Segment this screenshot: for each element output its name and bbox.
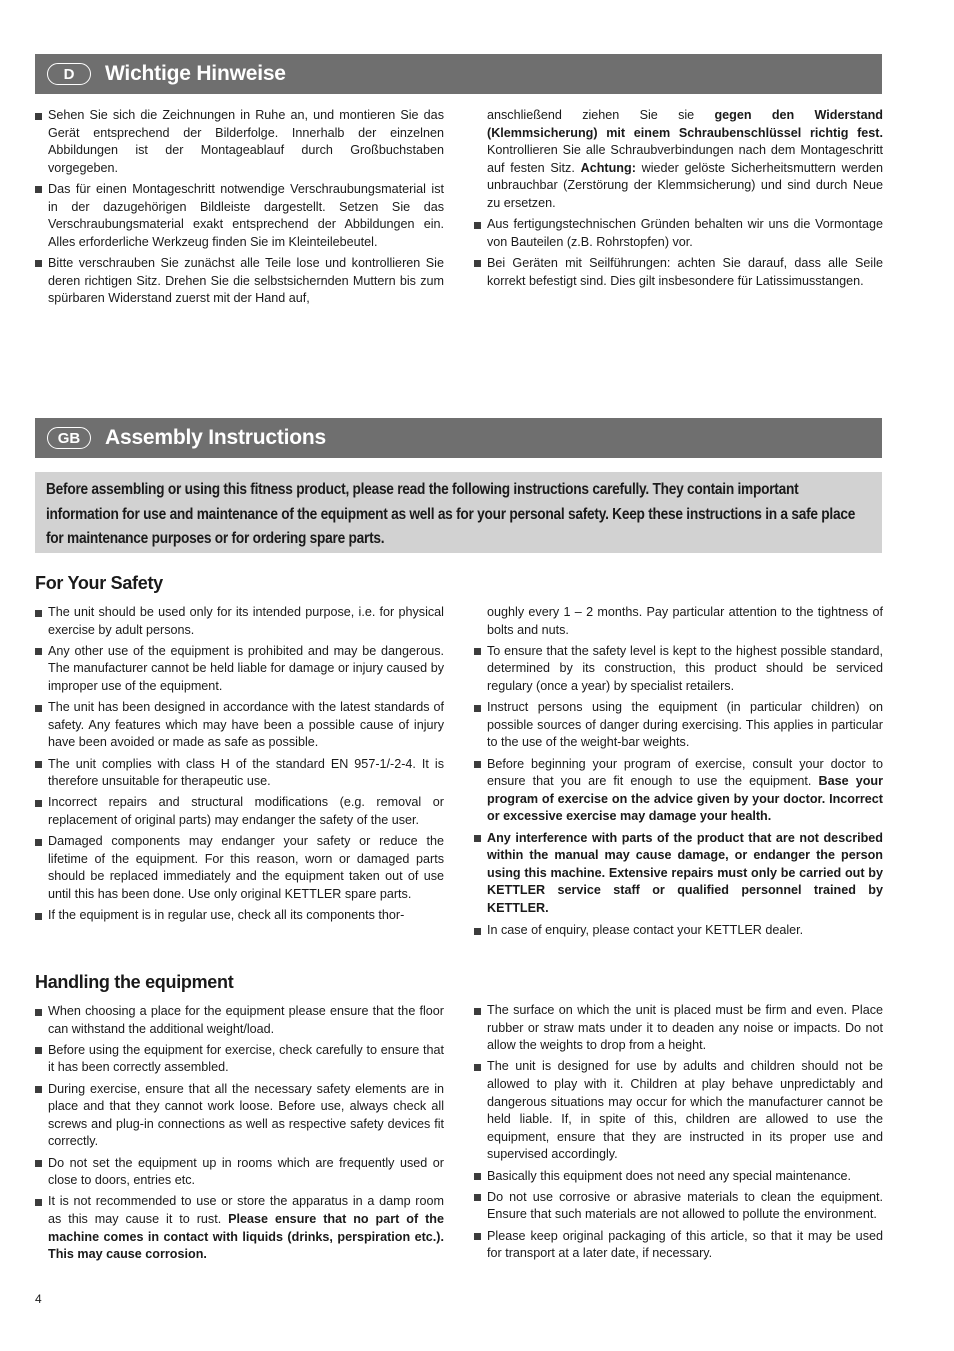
emphasis: gegen den Widerstand (Klemmsicherung) mit einem Schraubenschlüssel richtig fest.	[487, 108, 883, 140]
list-item-interference: Any interference with parts of the product that are not described within the manual may cause damage, or endanger the person using this machine. Extensive repairs must only be carried out by KETTLER service staff or qualified personnel trained by KETTLER.	[474, 830, 883, 918]
safety-heading: For Your Safety	[35, 573, 163, 593]
emphasis: Base your program of exercise on the advice given by your doctor. Incorrect or excessive exercise may damage your health.	[487, 774, 883, 824]
list-item: Instruct persons using the equipment (in particular children) on possible sources of danger during exercising. This applies in particular to the use of the weight-bar weights.	[474, 699, 883, 752]
list-item: Aus fertigungstechnischen Gründen behalten wir uns die Vormontage von Bauteilen (z.B. Rohrstopfen) vor.	[474, 216, 883, 251]
safety-right-column	[474, 604, 883, 944]
list-item: Das für einen Montageschritt notwendige Verschraubungsmaterial ist in der dazugehörigen Bildleiste dargestellt. Setzen Sie das Verschraubungsmaterial exakt entsprechend der Abbildungen ein. Alles erforderliche Werkzeug finden Sie im Kleinteilebeutel.	[35, 181, 444, 251]
list-item-continued: oughly every 1 – 2 months. Pay particular attention to the tightness of bolts and nuts.	[487, 605, 883, 637]
list-item: If the equipment is in regular use, check all its components thor-	[35, 907, 444, 925]
list-item: The unit complies with class H of the standard EN 957-1/-2-4. It is therefore unsuitable for therapeutic use.	[35, 756, 444, 791]
handling-left-column	[35, 1003, 444, 1267]
text: anschließend ziehen Sie sie	[487, 108, 715, 122]
language-badge-de: D	[47, 63, 91, 85]
german-right-column	[474, 107, 883, 294]
text: It is not recommended to use or store the apparatus in a damp room as this may cause it to rust.	[48, 1194, 444, 1226]
list-item: Basically this equipment does not need any special maintenance.	[474, 1168, 883, 1186]
list-item: Incorrect repairs and structural modifications (e.g. removal or replacement of original parts) may endanger the safety of the user.	[35, 794, 444, 829]
list-item: To ensure that the safety level is kept to the highest possible standard, determined by its construction, this product should be serviced regulary (once a year) by specialist retailers.	[474, 643, 883, 696]
list-item: Before using the equipment for exercise, check carefully to ensure that it has been correctly assembled.	[35, 1042, 444, 1077]
text: wieder gelöste Sicherheitsmuttern werden unbrauchbar (Zerstörung der Klemmsicherung) und sind durch Neue zu ersetzen.	[487, 160, 883, 210]
list-item: The surface on which the unit is placed must be firm and even. Place rubber or straw mats under it to deaden any noise or impacts. Do not allow the weights to drop from a height.	[474, 1002, 883, 1055]
german-left-column	[35, 107, 444, 311]
list-item: Do not use corrosive or abrasive materials to clean the equipment. Ensure that such materials are not allowed to pollute the environment.	[474, 1189, 883, 1224]
list-item: Sehen Sie sich die Zeichnungen in Ruhe an, und montieren Sie das Gerät entsprechend der Bilderfolge. Innerhalb der einzelnen Abbildungen ist der Montageablauf durch Großbuchstaben vorgegeben.	[35, 107, 444, 177]
emphasis: Please ensure that no part of the machine comes in contact with liquids (drinks, perspiration etc.). This may cause corrosion.	[48, 1211, 444, 1262]
list-item: When choosing a place for the equipment please ensure that the floor can withstand the additional weight/load.	[35, 1003, 444, 1038]
list-item: Damaged components may endanger your safety or reduce the lifetime of the equipment. For this reason, worn or damaged parts should be replaced immediately and the equipment taken out of use until this has been done. Use only original KETTLER spare parts.	[35, 833, 444, 903]
list-item: The unit is designed for use by adults and children should not be allowed to play with it. Children at play behave unpredictably and dangerous situations may occur for which the manufacturer cannot be held liable. If, in spite of this, children are allowed to use the equipment, ensure that they are instructed in its proper use and supervised accordingly.	[474, 1058, 883, 1164]
handling-right-column	[474, 1002, 883, 1266]
german-section-header	[35, 54, 882, 94]
list-item: During exercise, ensure that all the necessary safety elements are in place and that they cannot work loose. Before use, always check all screws and plug-in connections as well as respective safety devices fit correctly.	[35, 1081, 444, 1151]
intro-notice	[35, 472, 882, 553]
list-item: Please keep original packaging of this article, so that it may be used for transport at a later date, if necessary.	[474, 1228, 883, 1263]
safety-left-column	[35, 604, 444, 928]
list-item: The unit should be used only for its intended purpose, i.e. for physical exercise by adult persons.	[35, 604, 444, 639]
german-section-title: Wichtige Hinweise	[105, 62, 286, 85]
list-item-damp	[35, 1193, 444, 1263]
english-section-title: Assembly Instructions	[105, 426, 327, 449]
list-item: Bei Geräten mit Seilführungen: achten Sie darauf, dass alle Seile korrekt befestigt sind. Dies gilt insbesondere für Latissimusstangen.	[474, 255, 883, 290]
list-item: The unit has been designed in accordance with the latest standards of safety. Any features which may have been a possible cause of injury have been avoided or made as safe as possible.	[35, 699, 444, 752]
list-item: Bitte verschrauben Sie zunächst alle Teile lose und kontrollieren Sie deren richtigen Sitz. Drehen Sie die selbstsichernden Muttern bis zum spürbaren Widerstand zuerst mit der Hand auf,	[35, 255, 444, 308]
list-item: In case of enquiry, please contact your KETTLER dealer.	[474, 922, 883, 940]
page-number: 4	[35, 1292, 42, 1306]
list-item-continued	[474, 107, 883, 213]
intro-text: Before assembling or using this fitness product, please read the following instructions carefully. They contain important information for use and maintenance of the equipment as well as for your personal safety. Keep these instructions in a safe place for maintenance purposes or for ordering spare parts.	[46, 481, 856, 547]
list-item: Any other use of the equipment is prohibited and may be dangerous. The manufacturer cannot be held liable for damage or injury caused by improper use of the equipment.	[35, 643, 444, 696]
list-item: Do not set the equipment up in rooms which are frequently used or close to doors, entries etc.	[35, 1155, 444, 1190]
text: Before beginning your program of exercise, consult your doctor to ensure that you are fit enough to use the equipment.	[487, 756, 883, 789]
list-item-doctor	[474, 756, 883, 826]
text: Kontrollieren Sie alle Schraubverbindungen nach dem Montageschritt auf festen Sitz.	[487, 143, 883, 175]
emphasis: Achtung:	[580, 160, 636, 175]
handling-heading: Handling the equipment	[35, 972, 234, 992]
english-section-header	[35, 418, 882, 458]
language-badge-gb: GB	[47, 427, 91, 449]
